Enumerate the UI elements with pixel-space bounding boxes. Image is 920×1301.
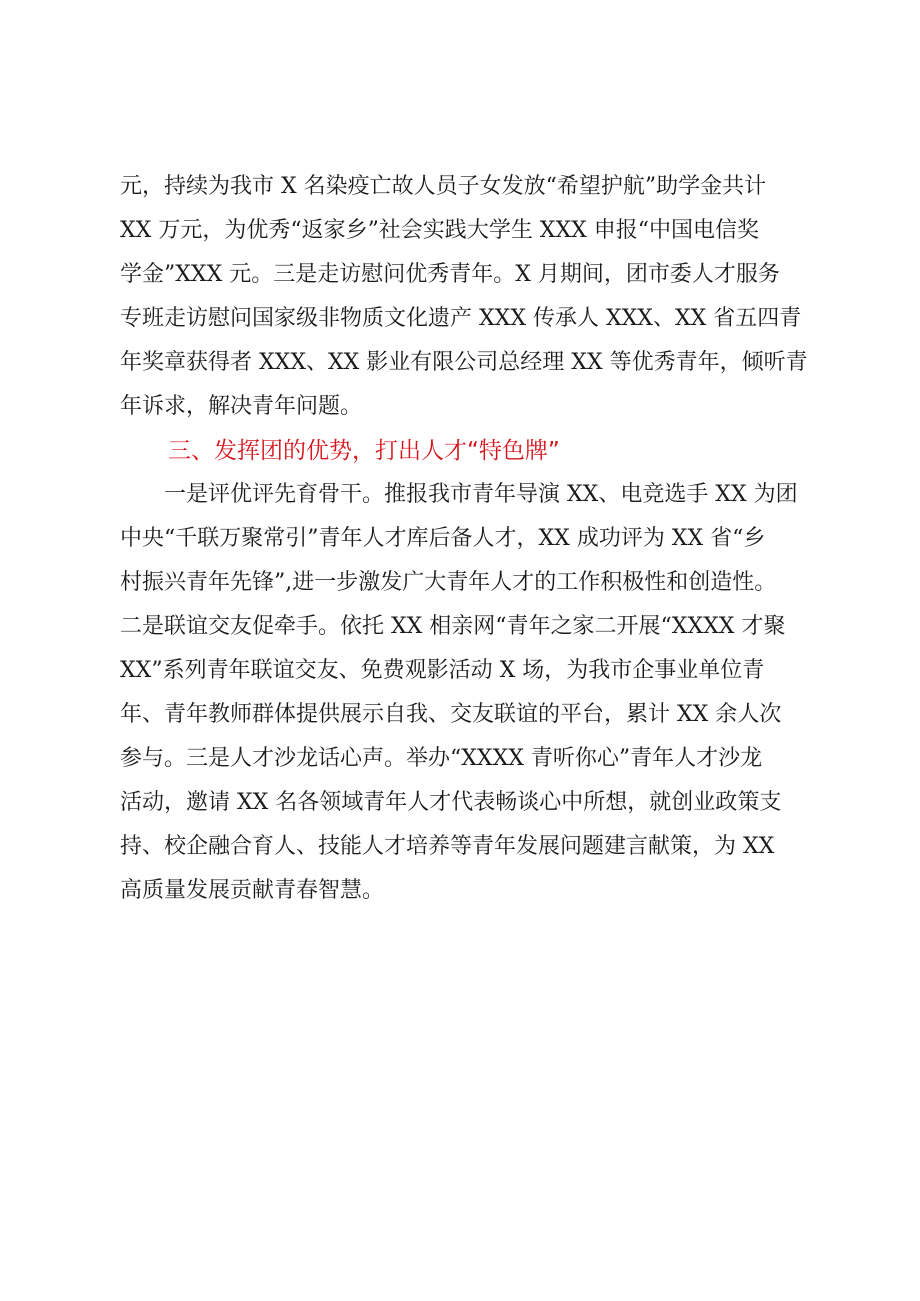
paragraph-line: 年、青年教师群体提供展示自我、交友联谊的平台，累计 XX 余人次 bbox=[120, 702, 782, 727]
paragraph-line: 村振兴青年先锋”,进一步激发广大青年人才的工作积极性和创造性。 bbox=[120, 570, 777, 595]
section-heading: 三、发挥团的优势，打出人才“特色牌” bbox=[168, 438, 560, 464]
paragraph-line: 年奖章获得者 XXX、XX 影业有限公司总经理 XX 等优秀青年，倾听青 bbox=[120, 350, 808, 375]
paragraph-line: 高质量发展贡献青春智慧。 bbox=[120, 878, 385, 903]
paragraph-line: 学金”XXX 元。三是走访慰问优秀青年。X 月期间，团市委人才服务 bbox=[120, 262, 780, 287]
paragraph-line: 年诉求，解决青年问题。 bbox=[120, 394, 363, 419]
paragraph-line: 元，持续为我市 X 名染疫亡故人员子女发放“希望护航”助学金共计 bbox=[120, 174, 767, 199]
paragraph-line: XX”系列青年联谊交友、免费观影活动 X 场，为我市企事业单位青 bbox=[120, 658, 765, 683]
paragraph-line: 专班走访慰问国家级非物质文化遗产 XXX 传承人 XXX、XX 省五四青 bbox=[120, 306, 802, 331]
paragraph-line: 中央“千联万聚常引”青年人才库后备人才，XX 成功评为 XX 省“乡 bbox=[120, 526, 766, 551]
paragraph-line: 二是联谊交友促牵手。依托 XX 相亲网“青年之家二开展“XXXX 才聚 bbox=[120, 614, 786, 639]
paragraph-line: 持、校企融合育人、技能人才培养等青年发展问题建言献策，为 XX bbox=[120, 834, 775, 859]
paragraph-line: 活动，邀请 XX 名各领域青年人才代表畅谈心中所想，就创业政策支 bbox=[120, 790, 782, 815]
paragraph-line: XX 万元，为优秀“返家乡”社会实践大学生 XXX 申报“中国电信奖 bbox=[120, 218, 760, 243]
paragraph-line: 参与。三是人才沙龙话心声。举办“XXXX 青听你心”青年人才沙龙 bbox=[120, 746, 763, 771]
paragraph-line: 一是评优评先育骨干。推报我市青年导演 XX、电竞选手 XX 为团 bbox=[120, 482, 798, 507]
